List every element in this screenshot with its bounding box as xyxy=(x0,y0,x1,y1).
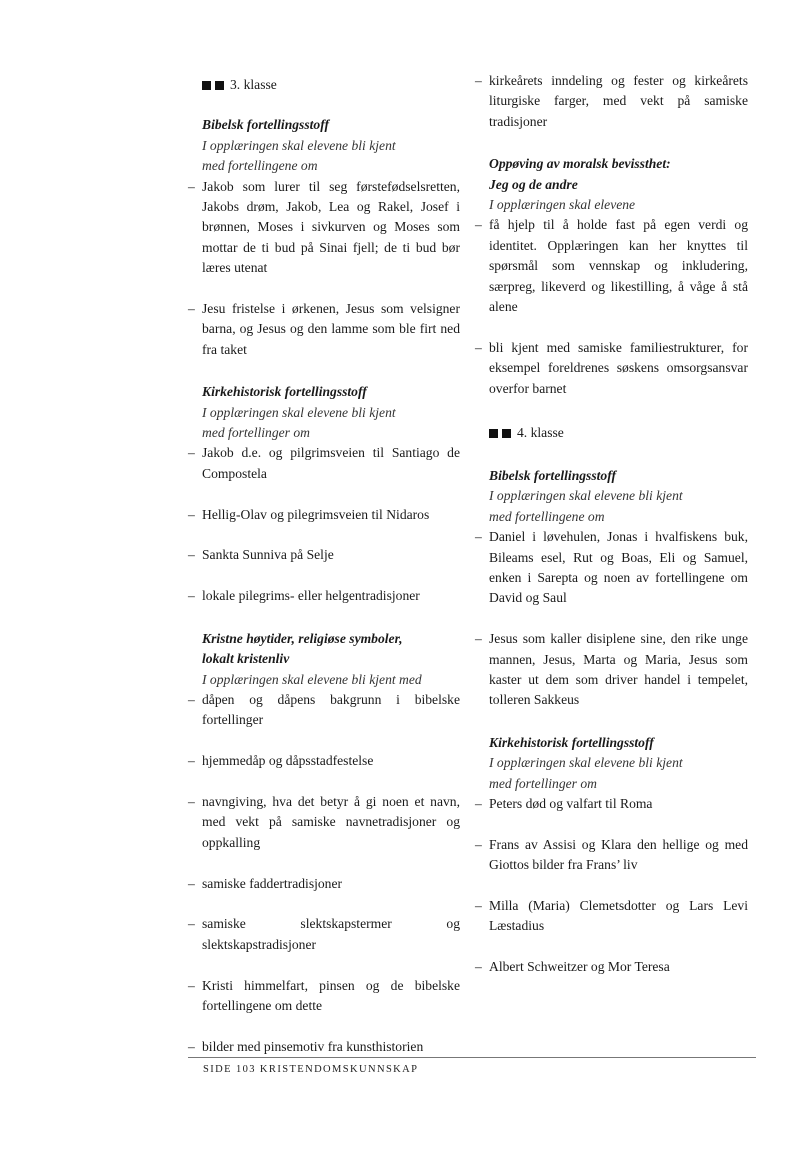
left-column xyxy=(188,71,460,1057)
list-item: – Frans av Assisi og Klara den hellige og med Giottos bilder fra Frans’ liv xyxy=(475,836,748,873)
grade-label: 3. klasse xyxy=(230,77,277,92)
list-item: – Daniel i løvehulen, Jonas i hvalfiskens buk, Bileams esel, Rut og Boas, Eli og Samuel, enken i Sarepta og noen av fortellingene om David og Saul xyxy=(475,529,748,606)
bullet-squares-icon xyxy=(475,429,511,438)
list-item: – dåpen og dåpens bakgrunn i bibelske fortellinger xyxy=(188,691,460,728)
list-item: – Hellig-Olav og pilegrimsveien til Nidaros xyxy=(188,506,430,522)
list-item: – hjemmedåp og dåpsstadfestelse xyxy=(188,753,374,769)
section-intro: I opplæringen skal elevene bli kjent xyxy=(202,137,396,153)
grade-heading-3 xyxy=(188,75,460,95)
grade-label: 4. klasse xyxy=(517,425,564,441)
section-intro: I opplæringen skal elevene bli kjent xyxy=(489,755,683,771)
list-item: – Peters død og valfart til Roma xyxy=(475,795,653,811)
section-intro: med fortellinger om xyxy=(202,425,310,441)
list-item: – kirkeårets inndeling og fester og kirkeårets liturgiske farger, med vekt på samiske tradisjoner xyxy=(475,73,748,129)
list-item: – få hjelp til å holde fast på egen verdi og identitet. Opplæringen kan her knyttes til spørsmål som vennskap og inkludering, særpreg, likeverd og likestilling, å våge å stå alene xyxy=(475,217,748,315)
list-item: – Kristi himmelfart, pinsen og de bibelske fortellingene om dette xyxy=(188,977,460,1013)
bullet-squares-icon xyxy=(188,81,224,90)
list-item: – Milla (Maria) Clemetsdotter og Lars Levi Læstadius xyxy=(475,897,748,934)
list-item: – Sankta Sunniva på Selje xyxy=(188,547,334,563)
section-title: Kirkehistorisk fortellingsstoff xyxy=(202,384,367,400)
page-footer: SIDE 103 KRISTENDOMSKUNNSKAP xyxy=(203,1064,419,1075)
section-intro: I opplæringen skal elevene bli kjent med xyxy=(202,671,422,687)
section-title: Kirkehistorisk fortellingsstoff xyxy=(489,734,654,750)
list-item: – Jesus som kaller disiplene sine, den rike unge mannen, Jesus, Marta og Maria, Jesus som kaster ut dem som driver handel i tempelet, tolleren Sakkeus xyxy=(475,631,748,708)
list-item: – navngiving, hva det betyr å gi noen et navn, med vekt på samiske navnetradisjoner og oppkalling xyxy=(188,793,460,850)
section-intro: I opplæringen skal elevene bli kjent xyxy=(489,488,683,504)
grade-heading-4 xyxy=(475,423,748,443)
list-item: – Albert Schweitzer og Mor Teresa xyxy=(475,959,670,975)
list-item: – lokale pilegrims- eller helgentradisjoner xyxy=(188,588,420,604)
section-intro: med fortellinger om xyxy=(489,775,597,791)
section-intro: med fortellingene om xyxy=(202,158,318,174)
section-title: Bibelsk fortellingsstoff xyxy=(202,117,330,133)
list-item: – samiske faddertradisjoner xyxy=(188,875,343,891)
section-intro: I opplæringen skal elevene xyxy=(489,197,636,213)
section-intro: med fortellingene om xyxy=(489,508,605,524)
list-item: – Jesu fristelse i ørkenen, Jesus som velsigner barna, og Jesus og den lamme som ble firt ned fra taket xyxy=(188,301,460,357)
section-title: Kristne høytider, religiøse symboler, xyxy=(202,630,403,646)
list-item: – Jakob som lurer til seg førstefødselsretten, Jakobs drøm, Jakob, Lea og Rakel, Josef i brønnen, Moses i sivkurven og Moses som mottar de ti bud på Sinai fjell; de ti bud bør læres utenat xyxy=(188,178,460,276)
section-title: Oppøving av moralsk bevissthet: xyxy=(489,156,671,172)
list-item: – bilder med pinsemotiv fra kunsthistorien xyxy=(188,1038,424,1054)
section-title-line2: Jeg og de andre xyxy=(489,176,578,192)
section-title-line2: lokalt kristenliv xyxy=(202,651,290,667)
section-title: Bibelsk fortellingsstoff xyxy=(489,467,617,483)
list-item: – samiske slektskapstermer og slektskapstradisjoner xyxy=(188,916,460,952)
list-item: – Jakob d.e. og pilgrimsveien til Santiago de Compostela xyxy=(188,445,460,481)
section-intro: I opplæringen skal elevene bli kjent xyxy=(202,404,396,420)
footer-divider xyxy=(188,1057,756,1058)
list-item: – bli kjent med samiske familiestrukturer, for eksempel foreldrenes søskens omsorgsansvar overfor barnet xyxy=(475,339,748,396)
right-column xyxy=(475,71,748,978)
